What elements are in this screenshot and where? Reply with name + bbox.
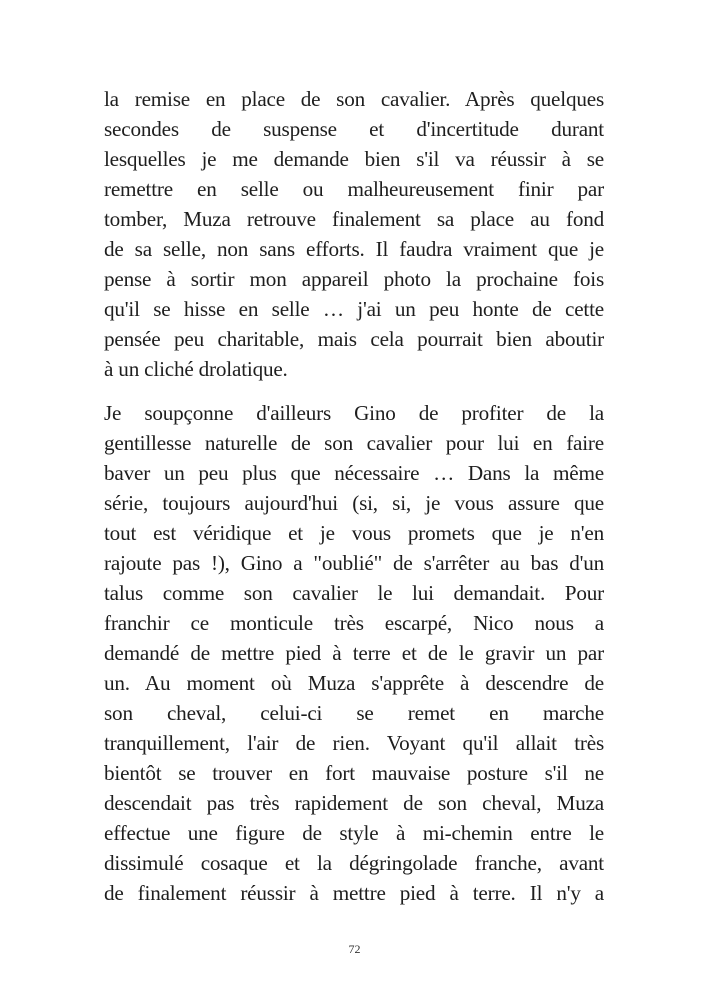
text-line: talus comme son cavalier le lui demandait. Pour — [104, 581, 604, 605]
text-line: la remise en place de son cavalier. Après quelques — [104, 87, 604, 111]
text-line: pensée peu charitable, mais cela pourrait bien aboutir — [104, 327, 604, 351]
text-line: Je soupçonne d'ailleurs Gino de profiter de la — [104, 401, 604, 425]
text-line: demandé de mettre pied à terre et de le gravir un par — [104, 641, 604, 665]
text-line: un. Au moment où Muza s'apprête à descendre de — [104, 671, 604, 695]
text-line: qu'il se hisse en selle … j'ai un peu honte de cette — [104, 297, 604, 321]
text-line: à un cliché drolatique. — [104, 357, 288, 381]
text-line: tout est véridique et je vous promets que je n'en — [104, 521, 604, 545]
text-line: lesquelles je me demande bien s'il va réussir à se — [104, 147, 604, 171]
text-line: baver un peu plus que nécessaire … Dans la même — [104, 461, 604, 485]
text-line: remettre en selle ou malheureusement finir par — [104, 177, 604, 201]
page-number: 72 — [348, 942, 361, 956]
text-line: son cheval, celui-ci se remet en marche — [104, 701, 604, 725]
text-line: dissimulé cosaque et la dégringolade franche, avant — [104, 851, 604, 875]
text-line: franchir ce monticule très escarpé, Nico nous a — [104, 611, 604, 635]
paragraph-1 — [104, 84, 604, 384]
text-line: bientôt se trouver en fort mauvaise posture s'il ne — [104, 761, 604, 785]
text-line: effectue une figure de style à mi-chemin entre le — [104, 821, 604, 845]
text-line: tomber, Muza retrouve finalement sa place au fond — [104, 207, 604, 231]
text-line: pense à sortir mon appareil photo la prochaine fois — [104, 267, 604, 291]
paragraph-2 — [104, 398, 604, 908]
text-line: gentillesse naturelle de son cavalier pour lui en faire — [104, 431, 604, 455]
text-line: de sa selle, non sans efforts. Il faudra vraiment que je — [104, 237, 604, 261]
text-line: de finalement réussir à mettre pied à terre. Il n'y a — [104, 881, 604, 905]
text-line: secondes de suspense et d'incertitude durant — [104, 117, 604, 141]
text-line: descendait pas très rapidement de son cheval, Muza — [104, 791, 604, 815]
text-line: tranquillement, l'air de rien. Voyant qu'il allait très — [104, 731, 604, 755]
text-line: rajoute pas !), Gino a "oublié" de s'arrêter au bas d'un — [104, 551, 604, 575]
text-line: série, toujours aujourd'hui (si, si, je vous assure que — [104, 491, 604, 515]
